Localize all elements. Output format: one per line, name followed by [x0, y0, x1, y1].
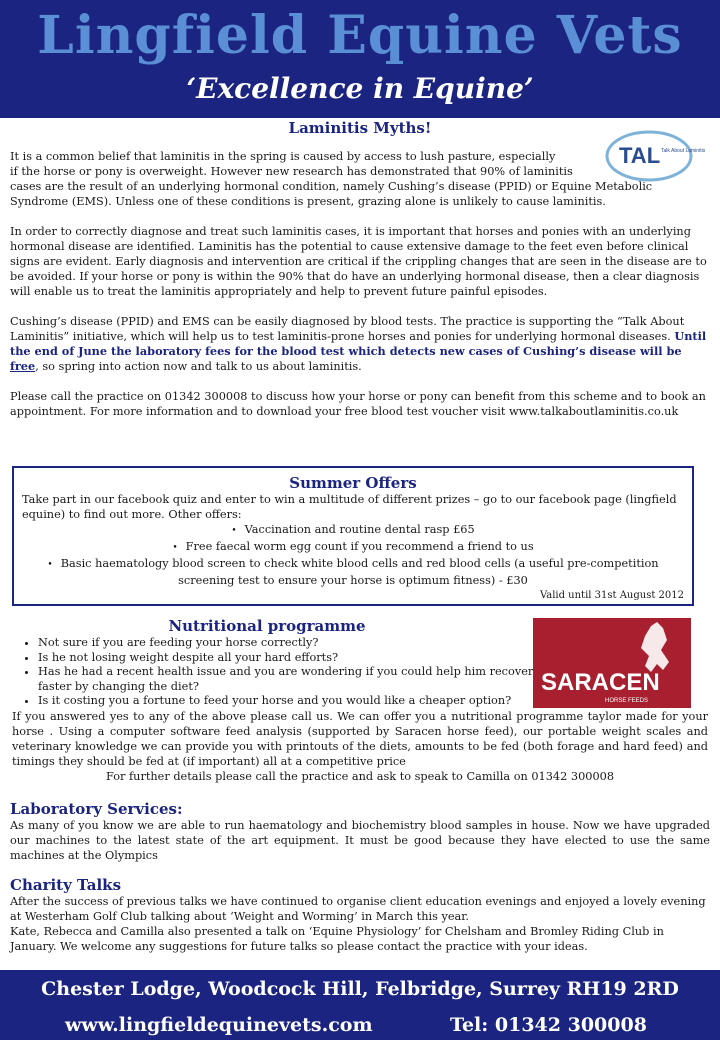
nutrition-heading: Nutritional programme	[168, 617, 366, 635]
laminitis-heading: Laminitis Myths!	[288, 119, 432, 137]
footer-website-link[interactable]: www.lingfieldequinevets.com	[65, 1014, 373, 1036]
saracen-logo-sub: HORSE FEEDS	[605, 698, 649, 704]
laminitis-p3	[10, 314, 710, 374]
laminitis-p3-b: , so spring into action now and talk to us about laminitis.	[35, 360, 362, 373]
summer-offer-item: • Vaccination and routine dental rasp £65	[22, 522, 684, 539]
saracen-logo	[533, 618, 691, 708]
laminitis-section	[10, 119, 710, 434]
charity-heading: Charity Talks	[10, 876, 122, 894]
nutrition-body: If you answered yes to any of the above please call us. We can offer you a nutritional programme taylor made for your horse . Using a computer software feed analysis (supported by Saracen horse feed), our portable weight scales and veterinary knowledge we can provide you with printouts of the diets, amounts to be fed (both forage and hard feed) and timings they should be fed at (if important) all at a competitive price	[12, 709, 708, 768]
laminitis-p1-line2: if the horse or pony is overweight. However new research has demonstrated that 90% of laminitis	[10, 165, 573, 178]
footer-banner	[0, 970, 720, 1040]
nutrition-further-details: For further details please call the practice and ask to speak to Camilla on 01342 300008	[105, 769, 615, 783]
laminitis-p4: Please call the practice on 01342 300008 to discuss how your horse or pony can benefit from this scheme and to book an appointment. For more information and to download your free blood test voucher visit www.talkaboutlaminitis.co.uk	[10, 390, 706, 418]
laminitis-p3-a: Cushing’s disease (PPID) and EMS can be easily diagnosed by blood tests. The practice is supporting the “Talk About Laminitis” initiative, which will help us to test laminitis-prone horses and ponies for underlying hormonal diseases.	[10, 315, 685, 343]
nutrition-question: • Not sure if you are feeding your horse correctly?	[38, 636, 548, 651]
summer-offers-box	[12, 466, 694, 606]
summer-intro: Take part in our facebook quiz and enter to win a multitude of different prizes – go to our facebook page (lingfield equine) to find out more. Other offers:	[22, 493, 677, 521]
laminitis-p3-free: free	[10, 359, 36, 373]
charity-section	[10, 876, 710, 954]
charity-p2: Kate, Rebecca and Camilla also presented a talk on ‘Equine Physiology’ for Chelsham and Bromley Riding Club in January. We welcome any suggestions for future talks so please contact the practice with your ideas.	[10, 925, 664, 953]
summer-offer-list	[22, 522, 684, 588]
tal-logo-small: Talk About Laminitis	[661, 148, 706, 154]
lab-body: As many of you know we are able to run haematology and biochemistry blood samples in house. Now we have upgraded our machines to the latest state of the art equipment. It must be good because they have elected to use the same machines at the Olympics	[10, 819, 710, 862]
nutrition-question: • Is it costing you a fortune to feed your horse and you would like a cheaper option?	[38, 694, 548, 709]
laminitis-p2: In order to correctly diagnose and treat such laminitis cases, it is important that horses and ponies with an underlying hormonal disease are identified. Laminitis has the potential to cause extensive damage to the feet even before clinical signs are evident. Early diagnosis and intervention are critical if the crippling changes that are seen in the disease are to be avoided. If your horse or pony is within the 90% that do have an underlying hormonal disease, then a clear diagnosis will enable us to treat the laminitis appropriately and help to prevent future painful episodes.	[10, 225, 707, 298]
nutrition-question: • Is he not losing weight despite all your hard efforts?	[38, 651, 548, 666]
saracen-horse-icon	[533, 618, 691, 708]
footer-telephone: Tel: 01342 300008	[450, 1014, 647, 1036]
charity-p1: After the success of previous talks we have continued to organise client education evenings and enjoyed a lovely evening at Westerham Golf Club talking about ‘Weight and Worming’ in March this year.	[10, 895, 706, 923]
tagline: ‘Excellence in Equine’	[186, 72, 534, 105]
page-title: Lingfield Equine Vets	[37, 5, 683, 66]
nutrition-question: • Has he had a recent health issue and you are wondering if you could help him recover faster by changing the diet?	[38, 665, 548, 694]
laminitis-p1-line1: It is a common belief that laminitis in the spring is caused by access to lush pasture, especially	[10, 150, 556, 163]
laminitis-p3-highlight: Until the end of June the laboratory fees for the blood test which detects new cases of Cushing’s disease will be	[10, 329, 707, 358]
nutrition-question-list	[12, 636, 548, 709]
summer-valid-until: Valid until 31st August 2012	[539, 590, 684, 601]
summer-offer-item: • Free faecal worm egg count if you recommend a friend to us	[22, 539, 684, 556]
lab-heading: Laboratory Services:	[10, 800, 183, 818]
summer-heading: Summer Offers	[289, 474, 417, 492]
lab-section	[10, 800, 710, 863]
laminitis-p1-line3: cases are the result of an underlying hormonal condition, namely Cushing’s disease (PPID) or Equine Metabolic Syndrome (EMS). Unless one of these conditions is present, grazing alone is unlikely to cause laminitis.	[10, 180, 653, 208]
tal-logo-text: TAL	[619, 143, 661, 168]
summer-offer-item: • Basic haematology blood screen to check white blood cells and red blood cells (a useful pre-competition screening test to ensure your horse is optimum fitness) - £30	[22, 556, 684, 588]
footer-address: Chester Lodge, Woodcock Hill, Felbridge, Surrey RH19 2RD	[41, 978, 679, 1000]
header-banner	[0, 0, 720, 118]
saracen-logo-name: SARACEN	[541, 669, 660, 696]
